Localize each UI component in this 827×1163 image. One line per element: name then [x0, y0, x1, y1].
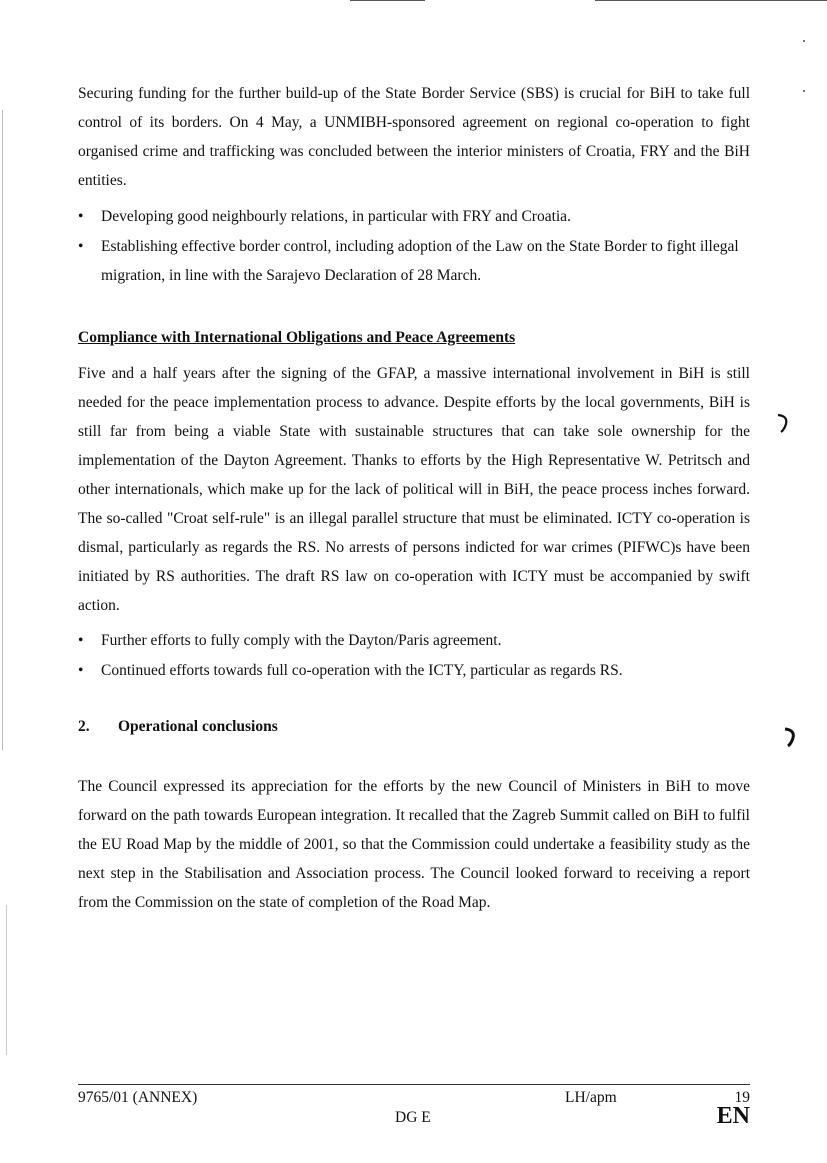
list-item-text: Further efforts to fully comply with the Dayton/Paris agreement.: [101, 632, 502, 649]
bullet-icon: •: [78, 208, 84, 225]
bullet-icon: •: [78, 238, 84, 255]
list-item: [78, 626, 750, 655]
scan-speck: [803, 90, 805, 92]
footer-initials: LH/apm: [565, 1089, 617, 1106]
footer-page-number: 19: [734, 1089, 750, 1106]
bullet-icon: •: [78, 632, 84, 649]
list-item: [78, 202, 750, 231]
margin-bracket-mark: [776, 412, 790, 434]
section-heading-operational: [78, 712, 750, 741]
footer-divider: [78, 1084, 750, 1085]
section-number: 2.: [78, 718, 90, 735]
scan-speck: [803, 40, 805, 42]
paragraph-operational: The Council expressed its appreciation for the efforts by the new Council of Ministers in BiH to move forward on the path towards European integration. It recalled that the Zagreb Summit called on BiH to fulfil the EU Road Map by the middle of 2001, so that the Commission could undertake a feasibility study as the next step in the Stabilisation and Association process. The Council looked forward to receiving a report from the Commission on the state of completion of the Road Map.: [78, 778, 750, 911]
footer-document-reference: 9765/01 (ANNEX): [78, 1089, 198, 1106]
paragraph-compliance: Five and a half years after the signing of the GFAP, a massive international involvement in BiH is still needed for the peace implementation process to advance. Despite efforts by the local governments, BiH is still far from being a viable State with sustainable structures that can take sole ownership for the implementation of the Dayton Agreement. Thanks to efforts by the High Representative W. Petritsch and other internationals, which make up for the lack of political will in BiH, the peace process inches forward. The so-called "Croat self-rule" is an illegal parallel structure that must be eliminated. ICTY co-operation is dismal, particularly as regards the RS. No arrests of persons indicted for war crimes (PIFWC)s have been initiated by RS authorities. The draft RS law on co-operation with ICTY must be accompanied by swift action.: [78, 365, 750, 614]
footer-directorate: DG E: [395, 1109, 431, 1126]
scan-artifact-edge: [6, 905, 7, 1055]
paragraph-border-funding: Securing funding for the further build-up of the State Border Service (SBS) is crucial for BiH to take full control of its borders. On 4 May, a UNMIBH-sponsored agreement on regional co-operation to fight organised crime and trafficking was concluded between the interior ministers of Croatia, FRY and the BiH entities.: [78, 85, 750, 189]
list-item-text: Continued efforts towards full co-operation with the ICTY, particular as regards RS.: [101, 662, 623, 679]
list-item: [78, 656, 750, 685]
section-heading-compliance: Compliance with International Obligations and Peace Agreements: [78, 329, 516, 346]
bullet-icon: •: [78, 662, 84, 679]
document-body: [78, 79, 750, 917]
scan-artifact-line: [350, 0, 425, 1]
scan-artifact-line: [595, 0, 827, 1]
list-item-text: Developing good neighbourly relations, in particular with FRY and Croatia.: [101, 208, 571, 225]
bullet-list-border: [78, 202, 750, 290]
list-item: [78, 232, 750, 290]
margin-bracket-mark: [783, 726, 797, 748]
list-item-text: Establishing effective border control, including adoption of the Law on the State Border to fight illegal migration, in line with the Sarajevo Declaration of 28 March.: [101, 238, 739, 284]
section-title: Operational conclusions: [118, 718, 278, 735]
scan-artifact-edge: [2, 110, 3, 750]
footer-language-code: EN: [716, 1103, 750, 1129]
bullet-list-compliance: [78, 626, 750, 685]
